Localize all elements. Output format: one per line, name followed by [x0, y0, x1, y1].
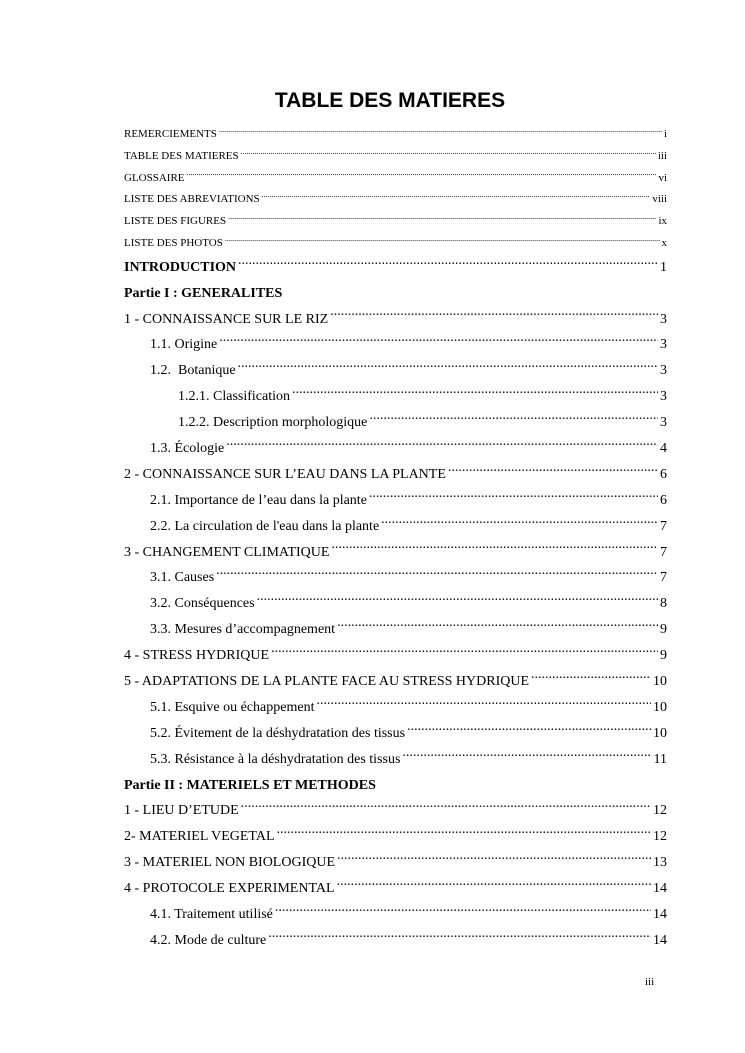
toc-entry-label: 1.1. Origine	[150, 337, 218, 353]
toc-entry[interactable]	[124, 540, 667, 566]
toc-entry[interactable]	[124, 695, 667, 721]
dot-leader	[268, 930, 651, 944]
toc-entry[interactable]	[124, 233, 667, 255]
dot-leader	[262, 191, 651, 202]
toc-entry-page: 14	[653, 881, 667, 897]
toc-entry-page: 6	[660, 466, 667, 482]
toc-entry[interactable]	[124, 798, 667, 824]
toc-entry-page: 1	[660, 259, 667, 275]
toc-entry-label: LISTE DES ABREVIATIONS	[124, 193, 260, 206]
dot-leader	[369, 490, 658, 504]
dot-leader	[277, 826, 651, 840]
toc-entry[interactable]	[124, 591, 667, 617]
toc-entry-page: 8	[660, 596, 667, 612]
dot-leader	[448, 464, 658, 478]
toc-entry-label: 5 - ADAPTATIONS DE LA PLANTE FACE AU STRESS HYDRIQUE	[124, 674, 530, 690]
toc-entry-label: 2.1. Importance de l’eau dans la plante	[150, 492, 367, 508]
toc-entry-label: 1.3. Écologie	[150, 441, 225, 457]
toc-entry[interactable]	[124, 643, 667, 669]
toc-entry-page: vi	[658, 171, 667, 184]
dot-leader	[369, 412, 658, 426]
dot-leader	[337, 852, 651, 866]
dot-leader	[331, 542, 658, 556]
toc-entry-label: 1.2.1. Classification	[178, 389, 290, 405]
dot-leader	[219, 126, 662, 137]
toc-entry-page: viii	[652, 193, 667, 206]
toc-entry-page: 14	[653, 932, 667, 948]
toc-entry-page: 7	[660, 570, 667, 586]
toc-entry-label: 5.1. Esquive ou échappement	[150, 699, 315, 715]
toc-entry-page: iii	[657, 149, 667, 162]
dot-leader	[228, 213, 656, 224]
toc-entry-page: 13	[653, 855, 667, 871]
toc-entry-page: 10	[653, 725, 667, 741]
dot-leader	[271, 645, 658, 659]
toc-part-label: Partie II : MATERIELS ET METHODES	[124, 777, 376, 793]
toc-entry-page: 3	[660, 311, 667, 327]
toc-entry[interactable]	[124, 669, 667, 695]
toc-entry-label: 1 - CONNAISSANCE SUR LE RIZ	[124, 311, 329, 327]
toc-entry-label: TABLE DES MATIERES	[124, 149, 239, 162]
toc-entry-label: LISTE DES FIGURES	[124, 215, 227, 228]
toc-entry[interactable]	[124, 146, 667, 168]
toc-entry[interactable]	[124, 565, 667, 591]
toc-entry-label: 3 - CHANGEMENT CLIMATIQUE	[124, 544, 330, 560]
toc-entry-page: 9	[660, 622, 667, 638]
toc-entry-label: 3 - MATERIEL NON BIOLOGIQUE	[124, 855, 336, 871]
dot-leader	[216, 567, 658, 581]
dot-leader	[330, 309, 658, 323]
toc-entry-label: 3.3. Mesures d’accompagnement	[150, 622, 336, 638]
toc-part-heading	[124, 281, 667, 307]
toc-entry[interactable]	[124, 876, 667, 902]
dot-leader	[337, 878, 651, 892]
toc-entry-label: GLOSSAIRE	[124, 171, 185, 184]
toc-entry-introduction[interactable]	[124, 255, 667, 281]
toc-entry-label: 1 - LIEU D’ETUDE	[124, 803, 239, 819]
toc-entry-page: 7	[660, 518, 667, 534]
dot-leader	[187, 170, 657, 181]
toc-entry-page: 3	[660, 337, 667, 353]
toc-entry[interactable]	[124, 747, 667, 773]
toc-entry-page: 11	[653, 751, 667, 767]
toc-entry-label: INTRODUCTION	[124, 259, 237, 275]
dot-leader	[316, 697, 651, 711]
toc-entry[interactable]	[124, 358, 667, 384]
toc-entry[interactable]	[124, 617, 667, 643]
page-number: iii	[645, 976, 655, 988]
toc-entry-page: 3	[660, 389, 667, 405]
page-title: TABLE DES MATIERES	[274, 89, 506, 112]
toc-entry-label: LISTE DES PHOTOS	[124, 236, 223, 249]
dot-leader	[275, 904, 651, 918]
toc-entry[interactable]	[124, 124, 667, 146]
toc-entry[interactable]	[124, 211, 667, 233]
toc-entry-page: 10	[653, 674, 667, 690]
toc-entry[interactable]	[124, 410, 667, 436]
dot-leader	[402, 749, 651, 763]
table-of-contents	[124, 124, 667, 954]
toc-entry-page: 7	[660, 544, 667, 560]
toc-entry-page: 3	[660, 415, 667, 431]
toc-entry[interactable]	[124, 332, 667, 358]
dot-leader	[407, 723, 651, 737]
toc-entry-page: 6	[660, 492, 667, 508]
toc-entry-page: 3	[660, 363, 667, 379]
toc-entry[interactable]	[124, 488, 667, 514]
toc-entry-label: 5.2. Évitement de la déshydratation des tissus	[150, 725, 406, 741]
toc-entry-page: 14	[653, 907, 667, 923]
toc-entry[interactable]	[124, 902, 667, 928]
toc-entry-label: 1.2. Botanique	[150, 363, 236, 379]
toc-entry-label: 4 - PROTOCOLE EXPERIMENTAL	[124, 881, 335, 897]
dot-leader	[257, 593, 658, 607]
dot-leader	[337, 619, 658, 633]
dot-leader	[225, 235, 660, 246]
toc-entry-label: 4 - STRESS HYDRIQUE	[124, 648, 270, 664]
toc-part-heading	[124, 773, 667, 799]
dot-leader	[292, 386, 658, 400]
toc-entry-label: 4.2. Mode de culture	[150, 932, 267, 948]
dot-leader	[381, 516, 658, 530]
toc-entry[interactable]	[124, 307, 667, 333]
toc-entry[interactable]	[124, 462, 667, 488]
dot-leader	[241, 800, 651, 814]
toc-entry-page: 10	[653, 699, 667, 715]
toc-entry[interactable]	[124, 928, 667, 954]
dot-leader	[226, 438, 658, 452]
toc-entry-page: 4	[660, 441, 667, 457]
toc-entry[interactable]	[124, 514, 667, 540]
toc-entry-label: 4.1. Traitement utilisé	[150, 907, 273, 923]
toc-entry[interactable]	[124, 168, 667, 190]
toc-entry-label: 2 - CONNAISSANCE SUR L’EAU DANS LA PLANTE	[124, 466, 446, 482]
toc-entry[interactable]	[124, 721, 667, 747]
toc-entry-label: 3.2. Conséquences	[150, 596, 255, 612]
toc-entry[interactable]	[124, 189, 667, 211]
toc-entry[interactable]	[124, 384, 667, 410]
toc-entry-page: 12	[653, 803, 667, 819]
toc-entry-page: 12	[653, 829, 667, 845]
toc-entry-page: ix	[658, 215, 667, 228]
toc-part-label: Partie I : GENERALITES	[124, 285, 283, 301]
dot-leader	[238, 360, 658, 374]
toc-entry-label: REMERCIEMENTS	[124, 128, 217, 140]
toc-entry[interactable]	[124, 824, 667, 850]
toc-entry-page: 9	[660, 648, 667, 664]
toc-entry[interactable]	[124, 850, 667, 876]
dot-leader	[238, 257, 658, 271]
dot-leader	[241, 148, 656, 159]
toc-entry-label: 2.2. La circulation de l'eau dans la plante	[150, 518, 380, 534]
toc-entry-page: x	[661, 236, 667, 249]
toc-entry-label: 2- MATERIEL VEGETAL	[124, 829, 275, 845]
toc-entry-label: 1.2.2. Description morphologique	[178, 415, 368, 431]
toc-entry-label: 5.3. Résistance à la déshydratation des tissus	[150, 751, 401, 767]
toc-entry[interactable]	[124, 436, 667, 462]
toc-entry-page: i	[663, 128, 667, 140]
dot-leader	[531, 671, 651, 685]
dot-leader	[219, 334, 658, 348]
toc-entry-label: 3.1. Causes	[150, 570, 215, 586]
